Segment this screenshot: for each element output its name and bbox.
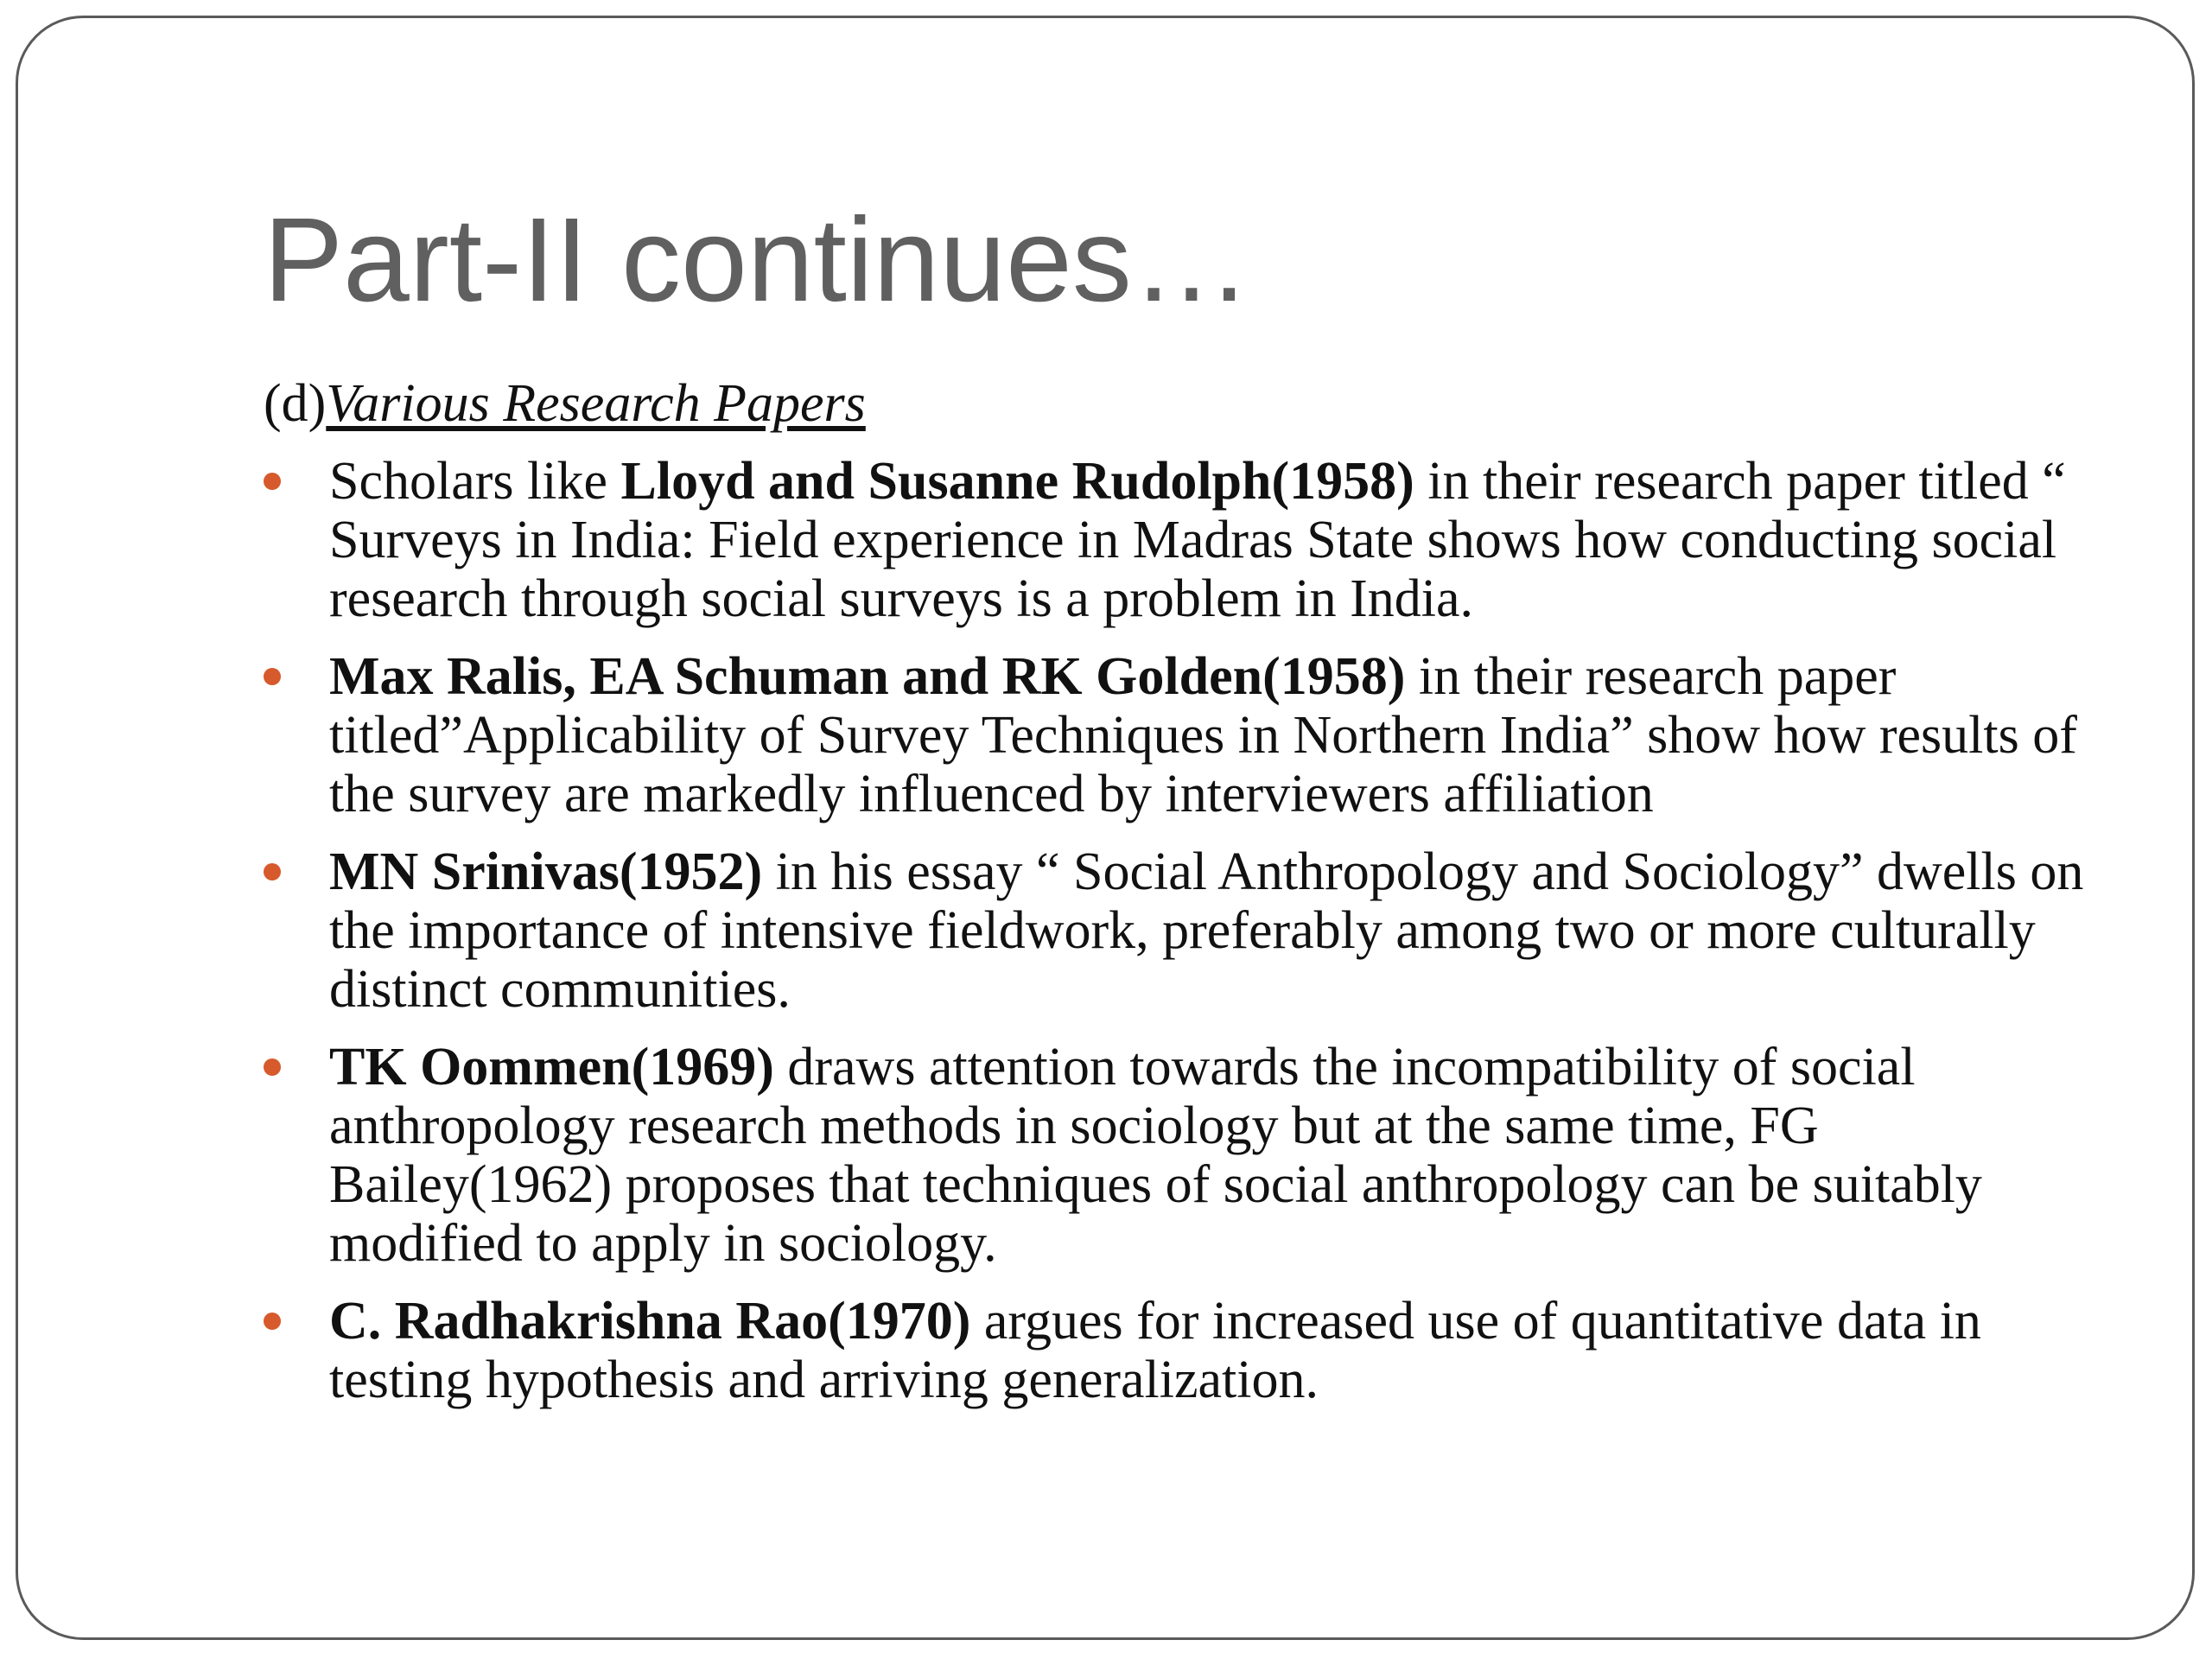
subheading-marker: (d) bbox=[264, 374, 327, 433]
subheading-text: Various Research Papers bbox=[326, 374, 866, 433]
list-item bbox=[264, 647, 2087, 823]
item-author: MN Srinivas(1952) bbox=[329, 842, 763, 901]
item-text: draws attention towards the incompatibility of social anthropology research methods in sociology but at the same time, FG Bailey(1962) proposes that techniques of social anthropology can be suitably modified to apply in sociology. bbox=[329, 1038, 1982, 1273]
list-item bbox=[264, 452, 2087, 628]
slide-frame bbox=[16, 16, 2195, 1640]
list-item bbox=[264, 1292, 2087, 1409]
item-text: in his essay “ Social Anthropology and Sociology” dwells on the importance of intensive fieldwork, preferably among two or more culturally distinct communities. bbox=[329, 842, 2084, 1019]
item-author: TK Oommen(1969) bbox=[329, 1038, 774, 1096]
list-item bbox=[264, 842, 2087, 1019]
bullet-dot-icon bbox=[264, 1058, 281, 1076]
item-author: C. Radhakrishna Rao(1970) bbox=[329, 1292, 971, 1351]
item-author: Max Ralis, EA Schuman and RK Golden(1958) bbox=[329, 647, 1406, 706]
subheading bbox=[264, 374, 2087, 433]
bullet-dot-icon bbox=[264, 1313, 281, 1330]
item-text: in their research paper titled “ Surveys in India: Field experience in Madras State shows how conducting social research through social surveys is a problem in India. bbox=[329, 452, 2066, 628]
list-item bbox=[264, 1038, 2087, 1273]
slide-body bbox=[264, 374, 2087, 1428]
item-text: in their research paper titled”Applicability of Survey Techniques in Northern India” show how results of the survey are markedly influenced by interviewers affiliation bbox=[329, 647, 2077, 823]
bullet-list bbox=[264, 452, 2087, 1409]
bullet-dot-icon bbox=[264, 668, 281, 685]
item-lead-text: Scholars like bbox=[329, 452, 621, 511]
bullet-dot-icon bbox=[264, 473, 281, 490]
item-text: argues for increased use of quantitative data in testing hypothesis and arriving generalization. bbox=[329, 1292, 1981, 1409]
bullet-dot-icon bbox=[264, 863, 281, 880]
slide-title: Part-II continues… bbox=[264, 194, 1251, 327]
item-author: Lloyd and Susanne Rudolph(1958) bbox=[620, 452, 1414, 511]
